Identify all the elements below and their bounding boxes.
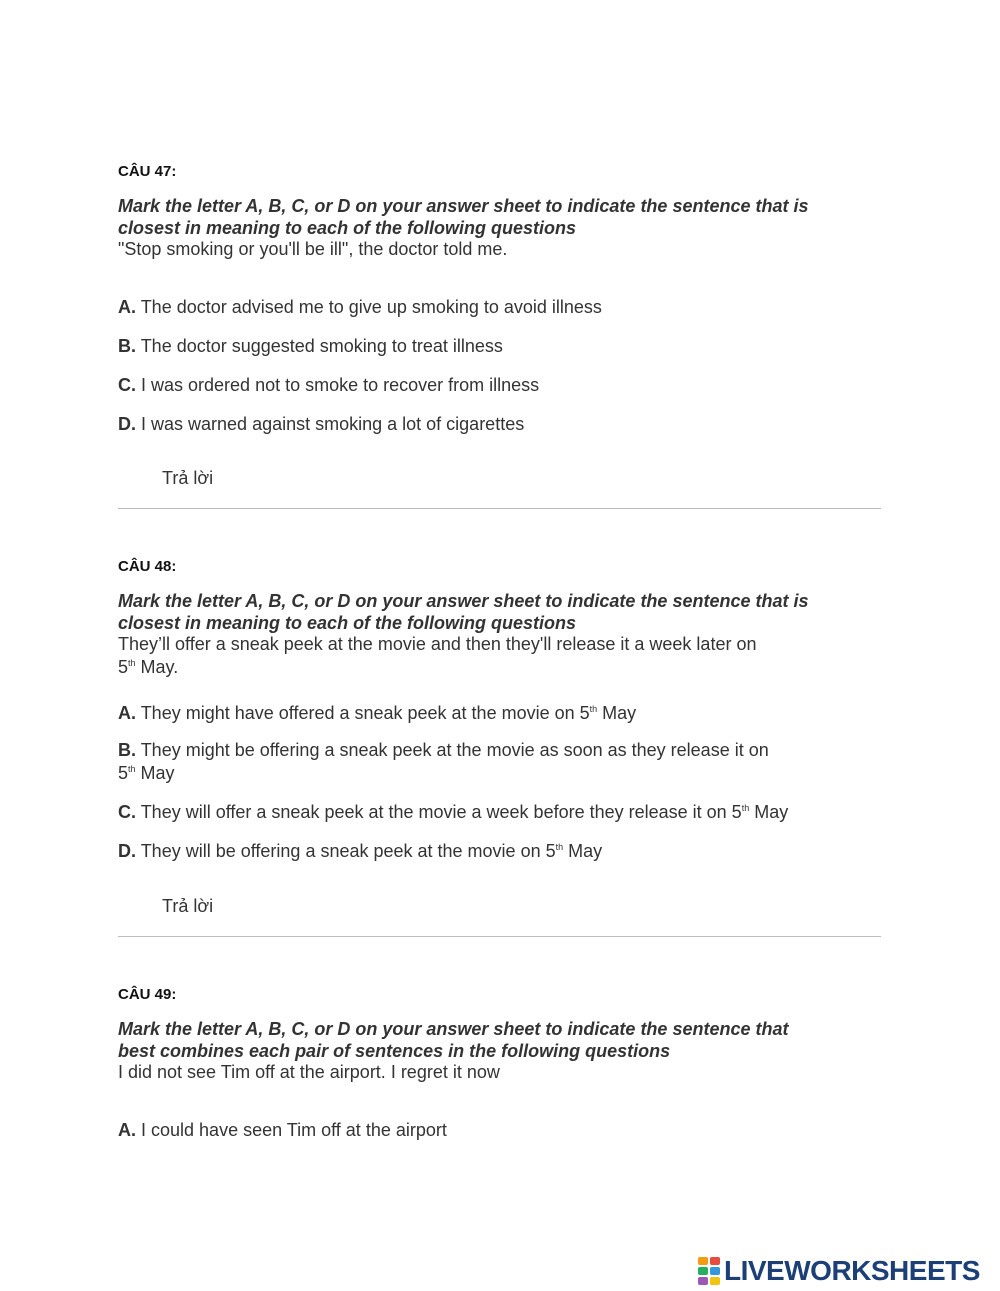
option-d[interactable]: D. They will be offering a sneak peek at the movie on 5th May — [118, 841, 603, 861]
option-d[interactable]: D. I was warned against smoking a lot of cigarettes — [118, 414, 525, 434]
question-number: CÂU 47: — [118, 163, 177, 180]
logo-text: LIVEWORKSHEETS — [724, 1255, 980, 1286]
option-c[interactable]: C. I was ordered not to smoke to recover from illness — [118, 375, 540, 395]
answer-field[interactable]: Trả lời — [162, 896, 214, 916]
option-c[interactable]: C. They will offer a sneak peek at the movie a week before they release it on 5th May — [118, 802, 789, 822]
option-b[interactable]: B. The doctor suggested smoking to treat illness — [118, 336, 503, 356]
divider — [118, 936, 881, 937]
divider — [118, 508, 881, 509]
option-a[interactable]: A. The doctor advised me to give up smoking to avoid illness — [118, 297, 602, 317]
question-instruction: Mark the letter A, B, C, or D on your answer sheet to indicate the sentence that is closest in meaning to each of the following questions — [118, 196, 809, 238]
question-stem: I did not see Tim off at the airport. I regret it now — [118, 1062, 500, 1082]
question-number: CÂU 48: — [118, 558, 177, 575]
logo-cube-icon — [698, 1257, 720, 1285]
option-b[interactable]: B. They might be offering a sneak peek at the movie as soon as they release it on 5th May — [118, 740, 769, 783]
question-instruction: Mark the letter A, B, C, or D on your answer sheet to indicate the sentence that is closest in meaning to each of the following questions — [118, 591, 809, 633]
question-stem: "Stop smoking or you'll be ill", the doctor told me. — [118, 239, 508, 259]
question-number: CÂU 49: — [118, 986, 177, 1003]
liveworksheets-logo — [698, 1256, 980, 1286]
question-stem: They’ll offer a sneak peek at the movie and then they'll release it a week later on 5th May. — [118, 634, 757, 677]
option-a[interactable]: A. They might have offered a sneak peek at the movie on 5th May — [118, 703, 637, 723]
option-a[interactable]: A. I could have seen Tim off at the airport — [118, 1120, 447, 1140]
question-instruction: Mark the letter A, B, C, or D on your answer sheet to indicate the sentence that best combines each pair of sentences in the following questions — [118, 1019, 789, 1061]
answer-field[interactable]: Trả lời — [162, 468, 214, 488]
